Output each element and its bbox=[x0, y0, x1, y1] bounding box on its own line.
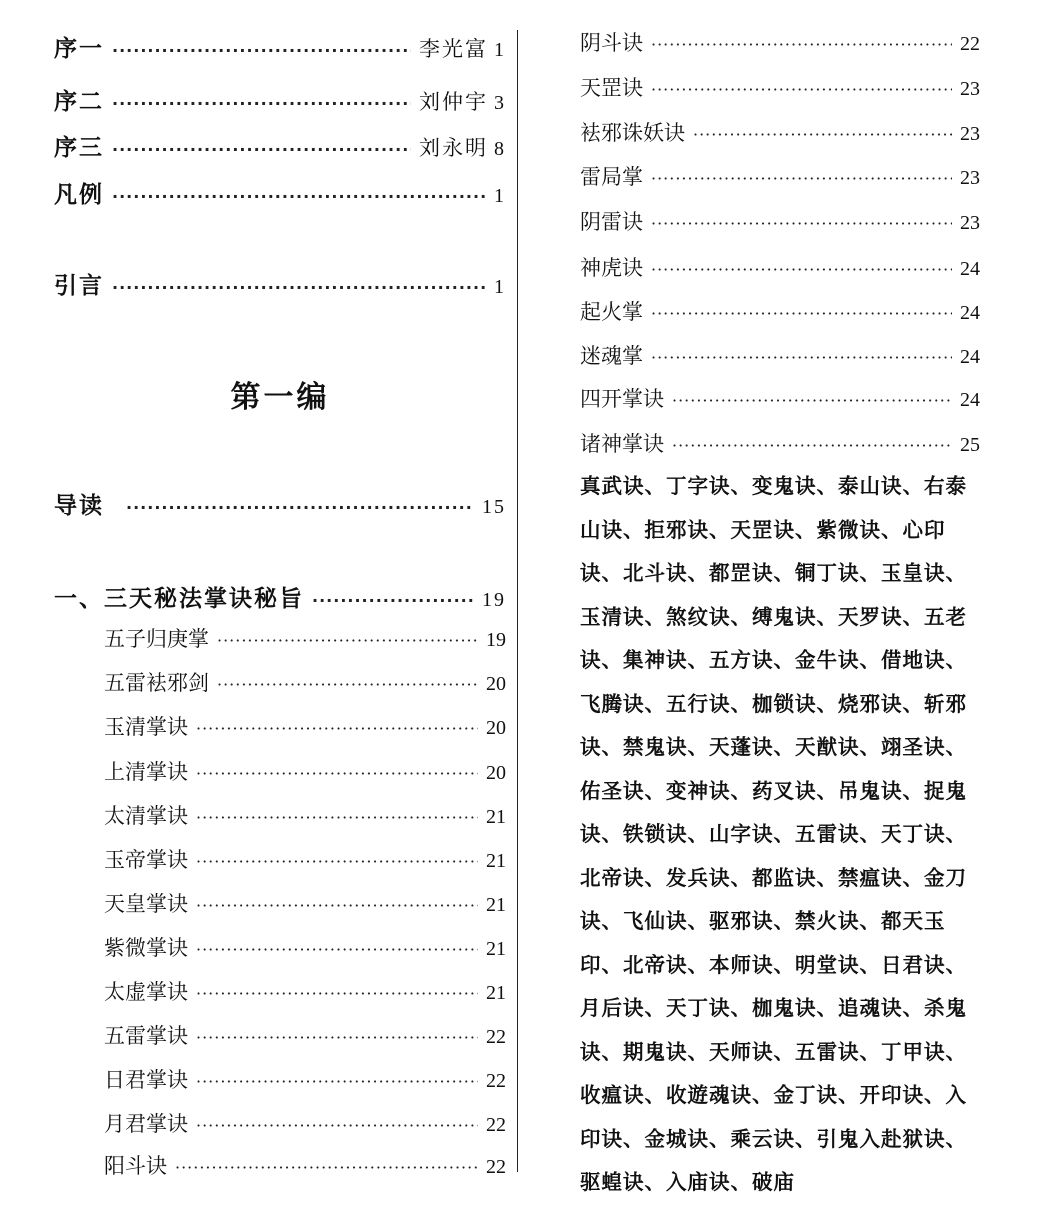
entry-title: 雷局掌 bbox=[580, 165, 643, 189]
entry-page: 15 bbox=[482, 496, 506, 518]
entry-page: 25 bbox=[960, 434, 980, 456]
entry-page: 22 bbox=[960, 33, 980, 55]
leader-dots bbox=[196, 1072, 478, 1091]
entry-title: 序三 bbox=[54, 135, 104, 161]
leader-dots bbox=[312, 591, 474, 610]
leader-dots bbox=[651, 348, 952, 367]
leader-dots bbox=[196, 940, 478, 959]
toc-entry[interactable] bbox=[104, 976, 506, 1006]
entry-page: 8 bbox=[494, 138, 506, 160]
leader-dots bbox=[196, 1028, 478, 1047]
part-title: 第一编 bbox=[230, 380, 330, 415]
entry-title: 神虎诀 bbox=[580, 256, 643, 280]
entry-page: 1 bbox=[494, 276, 506, 298]
toc-entry[interactable] bbox=[104, 1150, 506, 1180]
entry-page: 20 bbox=[486, 673, 506, 695]
toc-entry[interactable] bbox=[104, 756, 506, 786]
toc-entry[interactable] bbox=[104, 888, 506, 918]
leader-dots bbox=[651, 214, 952, 233]
leader-dots bbox=[651, 304, 952, 323]
entry-title: 序二 bbox=[54, 89, 104, 115]
toc-entry[interactable] bbox=[580, 72, 980, 102]
entry-title: 五雷掌诀 bbox=[104, 1024, 188, 1048]
leader-dots bbox=[126, 498, 474, 517]
leader-dots bbox=[217, 631, 478, 650]
entry-page: 23 bbox=[960, 212, 980, 234]
entry-title: 诸神掌诀 bbox=[580, 432, 664, 456]
leader-dots bbox=[196, 764, 478, 783]
leader-dots bbox=[112, 41, 411, 60]
leader-dots bbox=[196, 808, 478, 827]
entry-page: 24 bbox=[960, 258, 980, 280]
toc-entry[interactable] bbox=[104, 1020, 506, 1050]
toc-entry[interactable] bbox=[580, 27, 980, 57]
entry-title: 紫微掌诀 bbox=[104, 936, 188, 960]
entry-title: 玉清掌诀 bbox=[104, 715, 188, 739]
entry-page: 3 bbox=[494, 92, 506, 114]
entry-title: 五子归庚掌 bbox=[104, 627, 209, 651]
toc-entry[interactable] bbox=[580, 428, 980, 458]
toc-entry-chapter-1[interactable] bbox=[54, 580, 506, 613]
toc-entry[interactable] bbox=[104, 1108, 506, 1138]
leader-dots bbox=[651, 260, 952, 279]
entry-page: 22 bbox=[486, 1026, 506, 1048]
entry-title: 序一 bbox=[54, 36, 104, 62]
entry-page: 21 bbox=[486, 982, 506, 1004]
entry-title: 袪邪诛妖诀 bbox=[580, 121, 685, 145]
entry-author: 刘仲宇 bbox=[419, 90, 488, 114]
leader-dots bbox=[651, 35, 952, 54]
entry-page: 23 bbox=[960, 167, 980, 189]
entry-page: 24 bbox=[960, 302, 980, 324]
entry-page: 22 bbox=[486, 1114, 506, 1136]
toc-entry[interactable] bbox=[104, 711, 506, 741]
entry-page: 24 bbox=[960, 389, 980, 411]
toc-entry-preface-2[interactable] bbox=[54, 83, 506, 116]
toc-entry[interactable] bbox=[580, 296, 980, 326]
toc-entry-preface-1[interactable] bbox=[54, 30, 506, 63]
leader-dots bbox=[651, 169, 952, 188]
toc-entry[interactable] bbox=[580, 206, 980, 236]
leader-dots bbox=[112, 187, 486, 206]
entry-page: 1 bbox=[494, 185, 506, 207]
toc-entry[interactable] bbox=[104, 667, 506, 697]
entry-title: 日君掌诀 bbox=[104, 1068, 188, 1092]
entry-page: 21 bbox=[486, 938, 506, 960]
column-divider bbox=[517, 30, 518, 1172]
entry-page: 21 bbox=[486, 894, 506, 916]
entry-title: 太清掌诀 bbox=[104, 804, 188, 828]
leader-dots bbox=[672, 391, 952, 410]
entry-title: 阳斗诀 bbox=[104, 1154, 167, 1178]
entry-page: 1 bbox=[494, 39, 506, 61]
toc-entry[interactable] bbox=[104, 1064, 506, 1094]
entry-title: 导读 bbox=[54, 493, 104, 519]
leader-dots bbox=[196, 719, 478, 738]
entry-page: 20 bbox=[486, 762, 506, 784]
entry-page: 21 bbox=[486, 850, 506, 872]
entry-title: 迷魂掌 bbox=[580, 344, 643, 368]
leader-dots bbox=[112, 140, 411, 159]
toc-entry-preface-3[interactable] bbox=[54, 129, 506, 162]
entry-page: 19 bbox=[486, 629, 506, 651]
toc-entry[interactable] bbox=[580, 252, 980, 282]
leader-dots bbox=[112, 94, 411, 113]
toc-entry[interactable] bbox=[580, 161, 980, 191]
entry-author: 刘永明 bbox=[419, 136, 488, 160]
mudra-list-paragraph: 真武诀、丁字诀、变鬼诀、泰山诀、右泰山诀、拒邪诀、天罡诀、紫微诀、心印诀、北斗诀、都罡诀、铜丁诀、玉皇诀、玉清诀、煞纹诀、缚鬼诀、天罗诀、五老诀、集神诀、五方诀、金牛诀、借地诀、飞腾诀、五行诀、枷锁诀、烧邪诀、斩邪诀、禁鬼诀、天蓬诀、天猷诀、翊圣诀、佑圣诀、变神诀、药叉诀、吊鬼诀、捉鬼诀、铁锁诀、山字诀、五雷诀、天丁诀、北帝诀、发兵诀、都监诀、禁瘟诀、金刀诀、飞仙诀、驱邪诀、禁火诀、都天玉印、北帝诀、本师诀、明堂诀、日君诀、月后诀、天丁诀、枷鬼诀、追魂诀、杀鬼诀、期鬼诀、天师诀、五雷诀、丁甲诀、收瘟诀、收遊魂诀、金丁诀、开印诀、入印诀、金城诀、乘云诀、引鬼入赴狱诀、驱蝗诀、入庙诀、破庙 bbox=[580, 474, 967, 1194]
leader-dots bbox=[217, 675, 478, 694]
toc-entry-daodu[interactable] bbox=[54, 487, 506, 520]
entry-page: 21 bbox=[486, 806, 506, 828]
leader-dots bbox=[672, 436, 952, 455]
leader-dots bbox=[196, 984, 478, 1003]
leader-dots bbox=[693, 125, 952, 144]
toc-entry[interactable] bbox=[580, 117, 980, 147]
toc-entry[interactable] bbox=[104, 623, 506, 653]
toc-entry[interactable] bbox=[104, 844, 506, 874]
entry-title: 起火掌 bbox=[580, 300, 643, 324]
entry-title: 上清掌诀 bbox=[104, 760, 188, 784]
entry-title: 玉帝掌诀 bbox=[104, 848, 188, 872]
leader-dots bbox=[651, 80, 952, 99]
entry-page: 19 bbox=[482, 589, 506, 611]
entry-title: 凡例 bbox=[54, 182, 104, 208]
toc-entry[interactable] bbox=[104, 800, 506, 830]
entry-title: 阴斗诀 bbox=[580, 31, 643, 55]
toc-entry[interactable] bbox=[580, 383, 980, 413]
entry-author: 李光富 bbox=[419, 37, 488, 61]
toc-entry-fanli[interactable] bbox=[54, 176, 506, 209]
entry-title: 五雷袪邪剑 bbox=[104, 671, 209, 695]
entry-title: 天罡诀 bbox=[580, 76, 643, 100]
leader-dots bbox=[175, 1158, 478, 1177]
toc-entry-yinyan[interactable] bbox=[54, 267, 506, 300]
entry-title: 四开掌诀 bbox=[580, 387, 664, 411]
entry-page: 23 bbox=[960, 123, 980, 145]
entry-page: 23 bbox=[960, 78, 980, 100]
entry-page: 20 bbox=[486, 717, 506, 739]
entry-page: 22 bbox=[486, 1070, 506, 1092]
chapter-title: 一、三天秘法掌诀秘旨 bbox=[54, 586, 304, 612]
entry-title: 月君掌诀 bbox=[104, 1112, 188, 1136]
leader-dots bbox=[196, 1116, 478, 1135]
entry-title: 阴雷诀 bbox=[580, 210, 643, 234]
toc-entry[interactable] bbox=[104, 932, 506, 962]
entry-page: 22 bbox=[486, 1156, 506, 1178]
leader-dots bbox=[196, 896, 478, 915]
entry-title: 天皇掌诀 bbox=[104, 892, 188, 916]
toc-entry[interactable] bbox=[580, 340, 980, 370]
leader-dots bbox=[112, 278, 486, 297]
entry-title: 太虚掌诀 bbox=[104, 980, 188, 1004]
leader-dots bbox=[196, 852, 478, 871]
entry-title: 引言 bbox=[54, 273, 104, 299]
entry-page: 24 bbox=[960, 346, 980, 368]
